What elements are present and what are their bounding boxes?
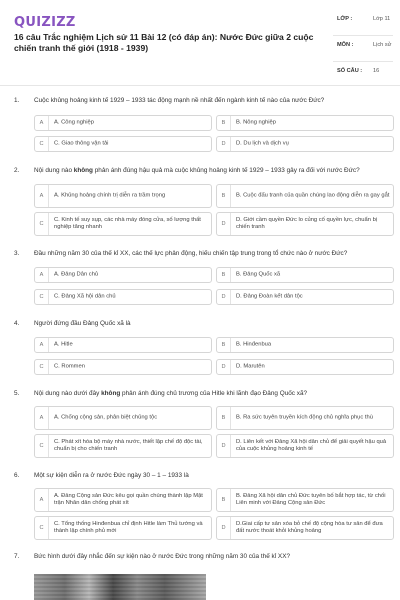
question-text-part: Cuộc khủng hoảng kinh tế 1929 – 1933 tác động mạnh nề nhất đến ngành kinh tế nào của nước Đức?	[34, 97, 325, 104]
question-text-part: Người đứng đầu Đảng Quốc xã là	[34, 320, 131, 327]
question-text-part: Bức hình dưới đây nhắc đến sự kiện nào ở nước Đức trong những năm 30 của thế kỉ XX?	[34, 553, 291, 560]
option-text: C. Kinh tế suy sụp, các nhà máy đóng cửa, số lượng thất nghiệp tăng nhanh	[54, 216, 201, 230]
option-c[interactable]	[34, 359, 212, 375]
question-text-part: phản ánh đúng hậu quả mà cuộc khủng hoảng kinh tế 1929 – 1933 gây ra đối với nước Đức?	[92, 167, 360, 174]
question-number: 5.	[14, 390, 20, 397]
question-number: 4.	[14, 320, 20, 327]
question-text-part: Nội dung nào	[34, 167, 74, 174]
meta-value: Lịch sử	[373, 42, 392, 48]
question-text	[34, 472, 384, 480]
question-text-part: Đầu những năm 30 của thế kỉ XX, các thế lực phản động, hiếu chiến tập trung trong tổ chức nào ở nước Đức?	[34, 250, 348, 257]
question-text	[34, 320, 384, 328]
option-d[interactable]	[216, 136, 394, 152]
question-number: 6.	[14, 472, 20, 479]
worksheet-header	[0, 0, 400, 86]
question-number: 2.	[14, 167, 20, 174]
option-text: A. Chống cộng sản, phân biệt chủng tộc	[54, 414, 158, 421]
question-text	[34, 250, 384, 258]
option-d[interactable]	[216, 212, 394, 236]
option-text: C. Phát xít hóa bộ máy nhà nước, thiết lập chế độ độc tài, chuẩn bị cho chiến tranh	[54, 438, 203, 452]
option-text: A. Đảng Cộng sản Đức kêu gọi quần chúng thành lập Mặt trận Nhân dân chống phát xít	[54, 492, 203, 506]
meta-row-subject	[333, 36, 393, 62]
question-text	[34, 390, 384, 398]
historical-photo	[34, 574, 206, 600]
option-text: D.Giai cấp tư sản xóa bỏ chế độ cộng hòa tư sản để đưa đất nước thoát khỏi khủng hoảng	[236, 520, 383, 534]
option-c[interactable]	[34, 516, 212, 540]
meta-row-count	[333, 62, 393, 78]
meta-label: MÔN :	[337, 42, 354, 48]
option-letter: A	[35, 407, 49, 429]
option-d[interactable]	[216, 289, 394, 305]
option-letter: B	[217, 116, 231, 130]
quizizz-logo: QUIZIZZ	[14, 15, 76, 30]
option-text: A. Khủng hoảng chính trị diễn ra trầm trọng	[54, 192, 166, 199]
option-text: B. Hinđenbua	[236, 341, 272, 348]
option-text: D. Du lịch và dịch vụ	[236, 140, 289, 147]
option-letter: B	[217, 268, 231, 282]
option-c[interactable]	[34, 289, 212, 305]
option-text: A. Công nghiệp	[54, 119, 94, 126]
question-number: 7.	[14, 553, 20, 560]
option-text: A. Hitle	[54, 341, 73, 348]
question-text	[34, 553, 384, 561]
option-b[interactable]	[216, 337, 394, 353]
option-letter: C	[35, 517, 49, 539]
option-b[interactable]	[216, 267, 394, 283]
option-text: C. Rommen	[54, 363, 85, 370]
option-letter: A	[35, 489, 49, 511]
option-letter: B	[217, 489, 231, 511]
option-d[interactable]	[216, 516, 394, 540]
option-a[interactable]	[34, 337, 212, 353]
option-text: B. Đảng Xã hội dân chủ Đức tuyên bố bắt hợp tác, từ chối Liên minh với Đảng Cộng sản Đức	[236, 492, 386, 506]
meta-label: SỐ CÂU :	[337, 68, 363, 74]
option-text: A. Đảng Dân chủ	[54, 271, 99, 278]
meta-table	[333, 10, 393, 78]
option-letter: A	[35, 116, 49, 130]
question-text-part: Nội dung nào dưới đây	[34, 390, 102, 397]
option-letter: B	[217, 407, 231, 429]
option-letter: D	[217, 517, 231, 539]
question-number: 3.	[14, 250, 20, 257]
option-text: D. Đảng Đoàn kết dân tộc	[236, 293, 303, 300]
option-letter: C	[35, 137, 49, 151]
option-text: B. Nông nghiệp	[236, 119, 276, 126]
option-letter: A	[35, 185, 49, 207]
option-letter: B	[217, 338, 231, 352]
option-text: B. Đảng Quốc xã	[236, 271, 281, 278]
option-d[interactable]	[216, 434, 394, 458]
option-b[interactable]	[216, 488, 394, 512]
meta-value: Lớp 11	[373, 16, 391, 22]
option-letter: D	[217, 360, 231, 374]
option-text: D. Liên kết với Đảng Xã hội dân chủ để giải quyết hậu quả của cuộc khủng hoảng kinh tế	[236, 438, 387, 452]
option-letter: C	[35, 360, 49, 374]
option-text: C. Đảng Xã hội dân chủ	[54, 293, 116, 300]
question-text-emphasis: không	[73, 167, 93, 174]
option-letter: C	[35, 290, 49, 304]
option-a[interactable]	[34, 115, 212, 131]
option-text: D. Marutên	[236, 363, 265, 370]
meta-row-class	[333, 10, 393, 36]
option-letter: D	[217, 213, 231, 235]
question-text	[34, 97, 384, 105]
option-letter: D	[217, 290, 231, 304]
option-c[interactable]	[34, 136, 212, 152]
option-a[interactable]	[34, 267, 212, 283]
option-letter: C	[35, 213, 49, 235]
question-text-emphasis: không	[101, 390, 121, 397]
question-text	[34, 167, 384, 175]
question-text-part: phản ánh đúng chủ trương của Hitle khi lãnh đạo Đảng Quốc xã?	[120, 390, 308, 397]
option-a[interactable]	[34, 184, 212, 208]
option-letter: A	[35, 268, 49, 282]
option-b[interactable]	[216, 184, 394, 208]
option-letter: D	[217, 137, 231, 151]
option-letter: A	[35, 338, 49, 352]
option-letter: D	[217, 435, 231, 457]
option-b[interactable]	[216, 115, 394, 131]
worksheet-title: 16 câu Trắc nghiệm Lịch sử 11 Bài 12 (có đáp án): Nước Đức giữa 2 cuộc chiến tranh thế giới (1918 - 1939)	[14, 32, 314, 53]
meta-label: LỚP :	[337, 16, 353, 22]
option-text: B. Ra sức tuyên truyền kích động chủ nghĩa phục thù	[236, 414, 373, 421]
option-c[interactable]	[34, 212, 212, 236]
meta-value: 16	[373, 68, 380, 74]
option-letter: C	[35, 435, 49, 457]
question-number: 1.	[14, 97, 20, 104]
option-c[interactable]	[34, 434, 212, 458]
option-text: C. Giao thông vận tải	[54, 140, 109, 147]
option-a[interactable]	[34, 488, 212, 512]
option-text: C. Tổng thống Hinđenbua chỉ định Hitle làm Thủ tướng và thành lập chính phủ mới	[54, 520, 203, 534]
question-text-part: Một sự kiện diễn ra ở nước Đức ngày 30 – 1 – 1933 là	[34, 472, 189, 479]
option-letter: B	[217, 185, 231, 207]
option-text: B. Cuộc đấu tranh của quần chúng lao động diễn ra gay gắt	[236, 192, 390, 199]
option-d[interactable]	[216, 359, 394, 375]
option-b[interactable]	[216, 406, 394, 430]
option-text: D. Giới cầm quyền Đức lo củng cố quyền lực, chuẩn bị chiến tranh	[236, 216, 378, 230]
option-a[interactable]	[34, 406, 212, 430]
